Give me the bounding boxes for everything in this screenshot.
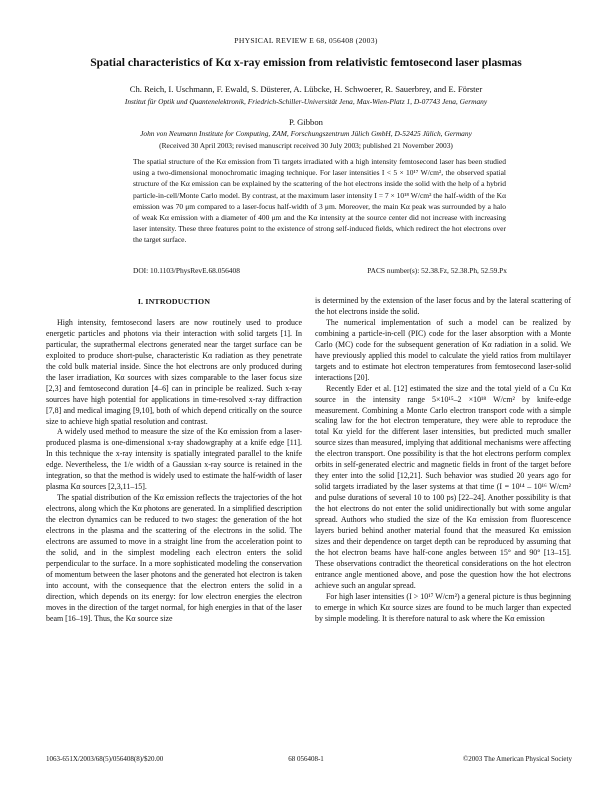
page-number: 68 056408-1 xyxy=(288,755,324,763)
paragraph: High intensity, femtosecond lasers are now routinely used to produce energetic particles and photons via their interaction with solid targets [1]. In particular, the suprathermal electrons generated near the target surface can be exploited to produce short-pulse, characteristic Kα radiation as they penetrate the cold bulk material inside. Since the hot electrons are only produced during the laser irradiation, Kα sources with sizes comparable to the laser focus size [2,3] and femtosecond duration [4–6] can in principle be realized. Such x-ray sources have high potential for applications in time-resolved x-ray diffraction [7,8] and medical imaging [9,10], both of which depend critically on the source size to achieve high spatial resolution and contrast. xyxy=(46,317,302,426)
paragraph: For high laser intensities (I > 10¹⁷ W/cm²) a general picture is thus beginning to emerge in which Kα source sizes are found to be much larger than expected by simple modeling. It is therefore natural to ask where the Kα emission xyxy=(315,591,571,623)
paper-title: Spatial characteristics of Kα x-ray emission from relativistic femtosecond laser plasmas xyxy=(90,56,522,69)
section-heading: I. INTRODUCTION xyxy=(137,297,211,306)
received-dates: (Received 30 April 2003; revised manuscript received 30 July 2003; published 21 November 2003) xyxy=(159,141,453,150)
paragraph: The numerical implementation of such a model can be realized by combining a particle-in-cell (PIC) code for the laser absorption with a Monte Carlo (MC) code for the subsequent generation of Kα radiation in a solid. We have previously applied this model to calculate the yield ratios from multilayer targets and to estimate hot electron temperatures from femtosecond laser-solid interactions [20]. xyxy=(315,317,571,382)
paragraph: is determined by the extension of the laser focus and by the lateral scattering of the hot electrons inside the solid. xyxy=(315,296,571,316)
footer-code: 1063-651X/2003/68(5)/056408(8)/$20.00 xyxy=(46,755,164,763)
affiliation-jena: Institut für Optik und Quantenelektronik, Friedrich-Schiller-Universität Jena, Max-Wien-Platz 1, D-07743 Jena, Germany xyxy=(124,97,488,106)
journal-header: PHYSICAL REVIEW E 68, 056408 (2003) xyxy=(234,36,378,45)
affiliation-juelich: John von Neumann Institute for Computing, ZAM, Forschungszentrum Jülich GmbH, D-52425 Jülich, Germany xyxy=(140,129,472,138)
paragraph: Recently Eder et al. [12] estimated the size and the total yield of a Cu Kα source in the intensity range 5×10¹⁵–2 ×10¹⁸ W/cm² by knife-edge measurement. Combining a Monte Carlo electron transport code with a simple scaling law for the hot electron temperature, they were able to reproduce the total Kα yield for the different laser intensities, but predicted much smaller source sizes than measured, implying that additional mechanisms were affecting the electron transport. One possibility is that the hot electrons perform complex orbits in self-generated electric and magnetic fields in front of the target before they enter into the solid [12,21]. Such behavior was studied 20 years ago for solid targets irradiated by the laser systems at that time (I = 10¹⁴ – 10¹⁶ W/cm² and pulse durations of several 10 to 100 ps) [22–24]. Another possibility is that the hot electrons do not enter the solid unidirectionally but with some angular spread. Authors who studied the size of the Kα emission from fluorescence layers buried behind another material found that the measured Kα emission sizes and their dependence on target depth can be reproduced by assuming that the hot electron beams have half-cone angles between 15° and 90° [13–15]. These observations contradict the theoretical considerations on the hot electron entrance angle mentioned above, and pose the question how the hot electrons achieve such an angular spread. xyxy=(315,383,571,590)
paragraph: The spatial distribution of the Kα emission reflects the trajectories of the hot electrons, along which the Kα photons are generated. In a simplified description the electron dynamics can be reduced to two stages: the generation of the hot electrons in the plasma and the scattering of the electrons in the solid. The electrons are assumed to move in a straight line from the acceleration point to the solid, and in the simplest modeling each electron enters the solid perpendicular to the surface. In a more sophisticated modeling the conservation of momentum between the laser photons and the generated hot electron is taken into account, with the consequence that the electron enters the solid in a direction, which depends on its energy: for low electron energies the electron moves in the direction of the target normal, for high energies in that of the laser beam [16–19]. Thus, the Kα source size xyxy=(46,493,302,623)
paragraph: A widely used method to measure the size of the Kα emission from a laser-produced plasma is one-dimensional x-ray shadowgraphy at a knife edge [11]. In this technique the x-ray intensity is spatially integrated parallel to the knife edge. Nevertheless, the 1/e width of a Gaussian x-ray source is retained in the integration, so that the method is widely used to estimate the half-width of laser plasma Kα sources [2,3,11–15]. xyxy=(46,427,302,492)
right-column xyxy=(315,296,571,625)
author-gibbon: P. Gibbon xyxy=(289,117,323,127)
pacs-numbers: PACS number(s): 52.38.Fz, 52.38.Ph, 52.59.Px xyxy=(367,266,507,275)
left-column xyxy=(46,297,302,625)
author-list: Ch. Reich, I. Uschmann, F. Ewald, S. Düsterer, A. Lübcke, H. Schwoerer, R. Sauerbrey, and E. Förster xyxy=(129,84,483,94)
doi-link[interactable]: DOI: 10.1103/PhysRevE.68.056408 xyxy=(133,266,240,275)
copyright: ©2003 The American Physical Society xyxy=(462,755,572,763)
abstract: The spatial structure of the Kα emission from Ti targets irradiated with a high intensity femtosecond laser has been studied using a two-dimensional monochromatic imaging technique. For laser intensities I < 5 × 10¹⁷ W/cm², the observed spatial structure of the Kα emission can be explained by the scattering of the hot electrons inside the solid with the help of a hybrid particle-in-cell/Monte Carlo model. By contrast, at the maximum laser intensity I = 7 × 10¹⁸ W/cm² the half-width of the Kα emission was 70 μm compared to a laser-focus half-width of 3 μm. Moreover, the main Kα peak was surrounded by a halo of weak Kα emission with a diameter of 400 μm and the Kα intensity at the source center did not increase with increasing laser intensity. These three features point to the existence of strong self-induced fields, which redirect the hot electrons over the target surface. xyxy=(133,157,506,245)
